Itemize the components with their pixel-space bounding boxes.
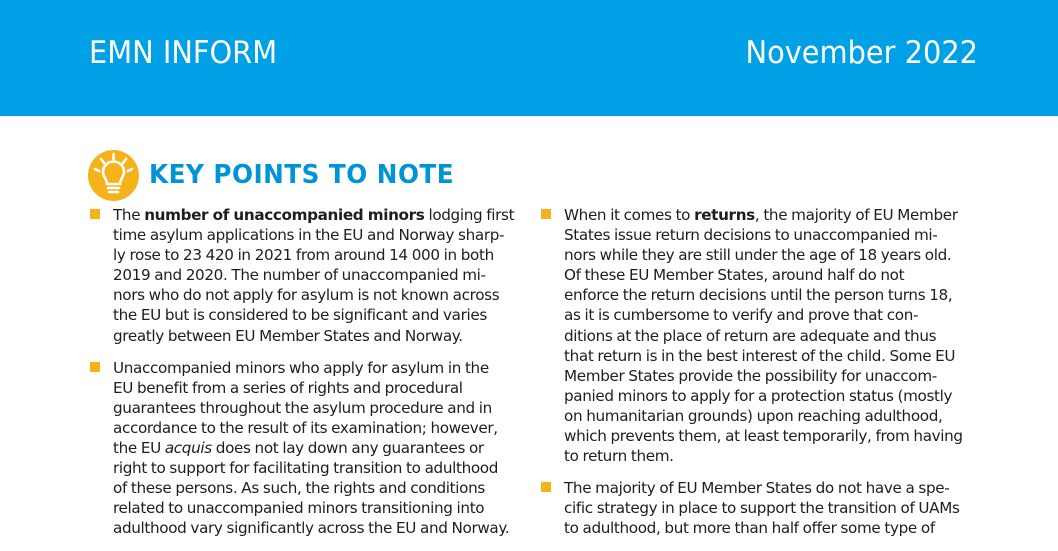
left-column bbox=[89, 205, 519, 551]
square-bullet-icon bbox=[541, 209, 551, 219]
square-bullet-icon bbox=[90, 209, 100, 219]
section-title: KEY POINTS TO NOTE bbox=[149, 160, 455, 190]
publication-date: November 2022 bbox=[745, 35, 978, 71]
right-column bbox=[540, 205, 980, 551]
header-banner bbox=[0, 0, 1058, 116]
bullet-point bbox=[89, 358, 519, 539]
section-heading bbox=[88, 149, 470, 201]
bullet-point bbox=[540, 205, 980, 466]
bullet-point bbox=[89, 205, 519, 346]
lightbulb-icon bbox=[88, 150, 139, 201]
publication-title: EMN INFORM bbox=[89, 35, 278, 71]
bullet-text: When it comes to returns, the majority of EU Member States issue return decisions to unaccompanied mi- nors while they are still under the age of 18 years old. Of these EU Member States, around half do not enforce the return decisions until the person turns 18, as it is cumbersome to verify and prove that con- ditions at the place of return are adequate and thus that return is in the best interest of the child. Some EU Member States provide the possibility for unaccom- panied minors to apply for a protection status (mostly on humanitarian grounds) upon reaching adulthood, which prevents them, at least temporarily, from having to return them. bbox=[564, 206, 963, 466]
square-bullet-icon bbox=[90, 362, 100, 372]
square-bullet-icon bbox=[541, 482, 551, 492]
bullet-text: Unaccompanied minors who apply for asylum in the EU benefit from a series of rights and procedural guarantees throughout the asylum procedure and in accordance to the result of its examination; however, the EU acquis does not lay down any guarantees or right to support for facilitating transition to adulthood of these persons. As such, the rights and conditions related to unaccompanied minors transitioning into adulthood vary significantly across the EU and Norway. bbox=[113, 358, 510, 538]
bullet-text: The number of unaccompanied minors lodging first time asylum applications in the EU and Norway sharp- ly rose to 23 420 in 2021 from around 14 000 in both 2019 and 2020. The number of unaccompanied mi- nors who do not apply for asylum is not known across the EU but is considered to be significant and varies greatly between EU Member States and Norway. bbox=[113, 206, 515, 345]
bullet-point bbox=[540, 478, 980, 538]
bullet-text: The majority of EU Member States do not have a spe- cific strategy in place to support the transition of UAMs to adulthood, but more than half offer some type of bbox=[564, 479, 960, 538]
